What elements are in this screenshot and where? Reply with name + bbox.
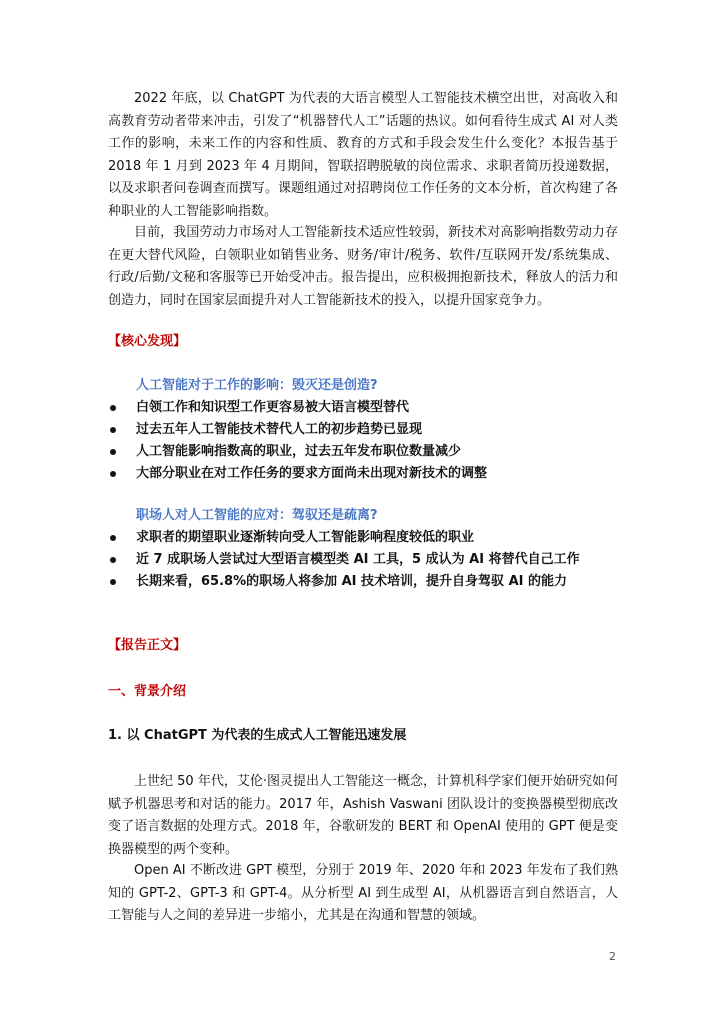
list-item-text: 求职者的期望职业逐渐转向受人工智能影响程度较低的职业 — [136, 530, 475, 545]
list-item — [108, 527, 628, 549]
list-item — [108, 441, 628, 463]
bullet-icon — [110, 579, 116, 585]
list-item — [108, 397, 628, 419]
list-item-text: 过去五年人工智能技术替代人工的初步趋势已显现 — [136, 422, 423, 437]
findings-group-2-title: 职场人对人工智能的应对：驾驭还是疏离? — [136, 508, 378, 523]
intro-paragraph-2: 目前，我国劳动力市场对人工智能新技术适应性较弱，新技术对高影响指数劳动力存在更大替代风险，白领职业如销售业务、财务/审计/税务、软件/互联网开发/系统集成、行政/后勤/文秘和客服等已开始受冲击。报告提出，应积极拥抱新技术，释放人的活力和创造力，同时在国家层面提升对人工智能新技术的投入，以提升国家竞争力。 — [108, 225, 618, 308]
body-paragraph-1: 上世纪 50 年代，艾伦·图灵提出人工智能这一概念，计算机科学家们便开始研究如何赋予机器思考和对话的能力。2017 年，Ashish Vaswani 团队设计的变换器模型彻底改变了语言数据的处理方式。2018 年，谷歌研发的 BERT 和 OpenAI 使用的 GPT 便是变换器模型的两个变种。 — [108, 774, 618, 857]
report-body-heading: 【报告正文】 — [108, 638, 187, 653]
subsection-1-title: 1. 以 ChatGPT 为代表的生成式人工智能迅速发展 — [108, 728, 407, 743]
list-item — [108, 549, 628, 571]
list-item-text: 白领工作和知识型工作更容易被大语言模型替代 — [136, 400, 410, 415]
list-item-text: 人工智能影响指数高的职业，过去五年发布职位数量减少 — [136, 444, 462, 459]
bullet-icon — [110, 449, 116, 455]
list-item — [108, 571, 628, 593]
intro-paragraph-1: 2022 年底，以 ChatGPT 为代表的大语言模型人工智能技术横空出世，对高收入和高教育劳动者带来冲击，引发了“机器替代人工”话题的热议。如何看待生成式 AI 对人类工作的影响，未来工作的内容和性质、教育的方式和手段会发生什么变化？本报告基于 2018 年 1 月到 2023 年 4 月期间，智联招聘脱敏的岗位需求、求职者简历投递数据，以及求职者问卷调查而撰写。课题组通过对招聘岗位工作任务的文本分析，首次构建了各种职业的人工智能影响指数。 — [108, 91, 618, 219]
core-findings-heading: 【核心发现】 — [108, 334, 187, 349]
findings-group-2-list — [108, 527, 628, 593]
findings-group-1-title: 人工智能对于工作的影响：毁灭还是创造? — [136, 378, 378, 393]
bullet-icon — [110, 427, 116, 433]
section-1-title: 一、背景介绍 — [108, 684, 187, 699]
findings-group-1-list — [108, 397, 628, 485]
body-paragraph-2: Open AI 不断改进 GPT 模型，分别于 2019 年、2020 年和 2023 年发布了我们熟知的 GPT-2、GPT-3 和 GPT-4。从分析型 AI 到生成型 AI，从机器语言到自然语言，人工智能与人之间的差异进一步缩小，尤其是在沟通和智慧的领域。 — [108, 863, 618, 923]
bullet-icon — [110, 535, 116, 541]
list-item — [108, 463, 628, 485]
list-item-text: 大部分职业在对工作任务的要求方面尚未出现对新技术的调整 — [136, 466, 488, 481]
bullet-icon — [110, 557, 116, 563]
list-item-text: 近 7 成职场人尝试过大型语言模型类 AI 工具，5 成认为 AI 将替代自己工作 — [136, 552, 580, 567]
list-item — [108, 419, 628, 441]
bullet-icon — [110, 471, 116, 477]
bullet-icon — [110, 405, 116, 411]
page-number: 2 — [609, 950, 616, 963]
list-item-text: 长期来看，65.8%的职场人将参加 AI 技术培训，提升自身驾驭 AI 的能力 — [136, 574, 567, 589]
